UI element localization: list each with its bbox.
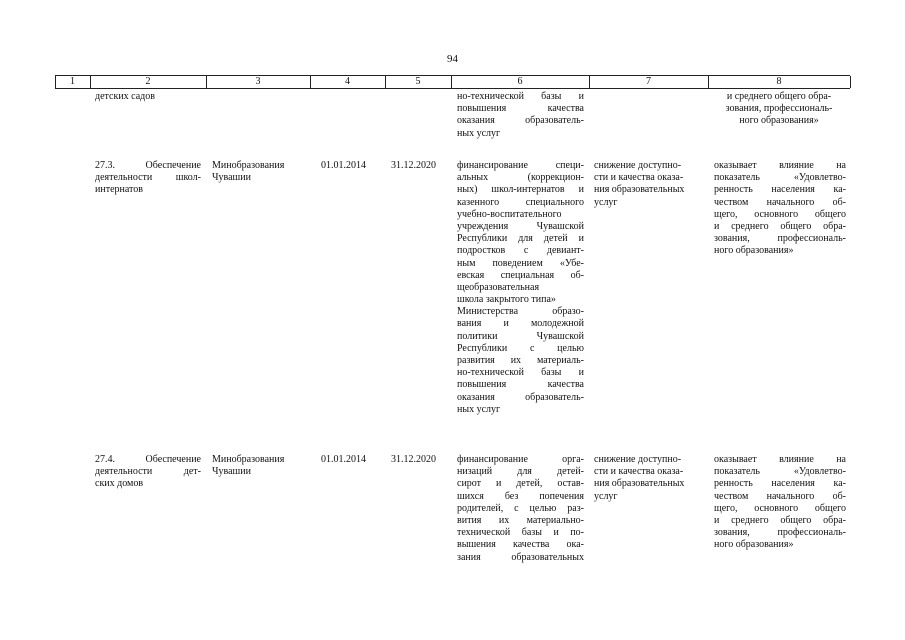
table-header-border [55, 88, 850, 89]
column-header-8: 8 [776, 76, 782, 87]
row-27-4-financing: финансирование орга- низаций для детей- сирот и детей, остав- шихся без попечения родителей, с целью раз- вития их материально- технической базы и по- вышения качества ока- зания образовательных [457, 454, 584, 563]
continuation-measure: детских садов [95, 91, 155, 102]
column-header-4: 4 [345, 76, 350, 87]
row-27-3-end-date: 31.12.2020 [391, 160, 436, 171]
page-number: 94 [447, 53, 458, 65]
column-header-6: 6 [517, 76, 523, 87]
row-27-3-impact: оказывает влияние на показатель «Удовлетво- ренность населения ка- чеством начального об- щего, основного общего и среднего общего обра- зования, профессиональ- ного образования» [714, 160, 846, 257]
row-27-4-risk: снижение доступно- сти и качества оказа- ния образовательных услуг [594, 454, 685, 502]
column-header-1: 1 [70, 76, 75, 87]
column-header-3: 3 [255, 76, 261, 87]
column-header-2: 2 [145, 76, 151, 87]
column-divider [850, 76, 851, 88]
row-27-4-impact: оказывает влияние на показатель «Удовлетво- ренность населения ка- чеством начального об- щего, основного общего и среднего общего обра- зования, профессиональ- ного образования» [714, 454, 846, 551]
row-27-4-measure: 27.4. Обеспечение деятельности дет- ских домов [95, 454, 201, 490]
column-header-5: 5 [415, 76, 421, 87]
row-27-3-financing: финансирование специ- альных (коррекцион- ных) школ-интернатов и казенного специального учебно-воспитательного учреждения Чувашской Республики для детей и подростков с девиант- ным поведением «Убе- евская специальная об- щеобразовательная школа закрытого типа» Министерства образо- вания и молодежной политики Чувашской Республики с целью развития их материаль- но-технической базы и повышения качества оказания образователь- ных услуг [457, 160, 584, 415]
continuation-impact: и среднего общего обра- зования, профессиональ- ного образования» [725, 91, 833, 127]
row-27-3-risk: снижение доступно- сти и качества оказа- ния образовательных услуг [594, 160, 685, 208]
row-27-3-executor: Минобразования Чувашии [212, 160, 285, 184]
row-27-4-end-date: 31.12.2020 [391, 454, 436, 465]
column-header-7: 7 [646, 76, 651, 87]
row-27-4-executor: Минобразования Чувашии [212, 454, 285, 478]
row-27-3-start-date: 01.01.2014 [321, 160, 366, 171]
row-27-3-measure: 27.3. Обеспечение деятельности школ- интернатов [95, 160, 201, 196]
row-27-4-start-date: 01.01.2014 [321, 454, 366, 465]
continuation-financing: но-технической базы и повышения качества оказания образователь- ных услуг [457, 91, 584, 139]
